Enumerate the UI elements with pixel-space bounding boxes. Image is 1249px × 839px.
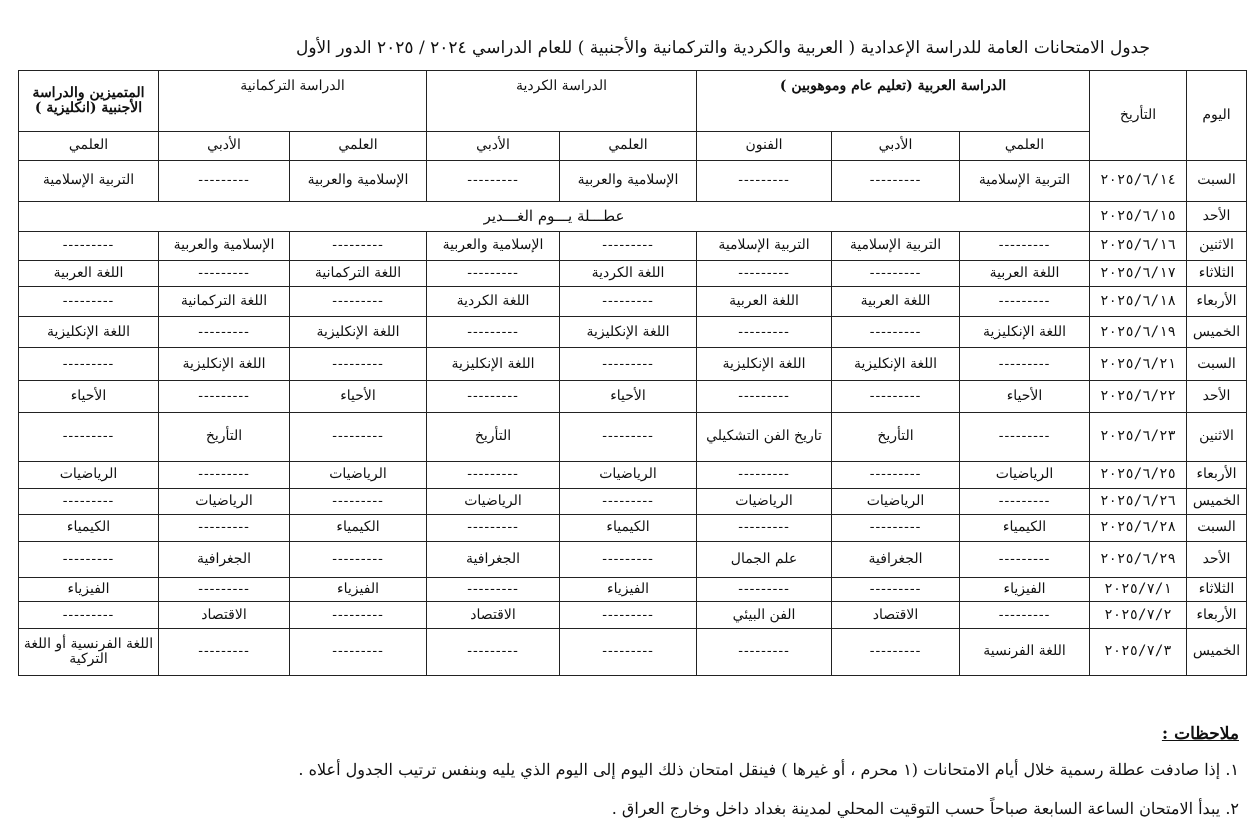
day-cell: الأربعاء (1187, 461, 1247, 489)
subject-cell: الفيزياء (560, 577, 697, 601)
header-branch: الأدبي (159, 132, 290, 161)
empty-cell: --------- (19, 602, 159, 629)
subject-cell: الاقتصاد (427, 602, 560, 629)
empty-cell: --------- (427, 381, 560, 413)
day-cell: الثلاثاء (1187, 577, 1247, 601)
subject-cell: اللغة التركمانية (159, 287, 290, 317)
subject-cell: الجغرافية (159, 542, 290, 578)
empty-cell: --------- (832, 514, 960, 542)
empty-cell: --------- (960, 348, 1090, 381)
header-branch: العلمي (960, 132, 1090, 161)
date-cell: ٢٠٢٥/٦/١٨ (1090, 287, 1187, 317)
empty-cell: --------- (290, 489, 427, 515)
subject-cell: اللغة الإنكليزية (290, 316, 427, 348)
header-branch: العلمي (19, 132, 159, 161)
subject-cell: الجغرافية (427, 542, 560, 578)
empty-cell: --------- (290, 542, 427, 578)
date-cell: ٢٠٢٥/٦/٢٢ (1090, 381, 1187, 413)
empty-cell: --------- (159, 577, 290, 601)
empty-cell: --------- (427, 577, 560, 601)
subject-cell: التربية الإسلامية (697, 232, 832, 261)
subject-cell: الرياضيات (697, 489, 832, 515)
subject-cell: اللغة الكردية (427, 287, 560, 317)
day-cell: السبت (1187, 348, 1247, 381)
table-row (19, 287, 1247, 317)
subject-cell: اللغة العربية (832, 287, 960, 317)
header-branch: العلمي (560, 132, 697, 161)
empty-cell: --------- (290, 232, 427, 261)
empty-cell: --------- (159, 628, 290, 675)
empty-cell: --------- (19, 489, 159, 515)
page-title: جدول الامتحانات العامة للدراسة الإعدادية ( العربية والكردية والتركمانية والأجنبية ) للعام الدراسي ٢٠٢٤ / ٢٠٢٥ الدور الأول (295, 38, 1150, 58)
header-foreign-study: المتميزين والدراسة الأجنبية (انكليزية ) (19, 71, 159, 132)
empty-cell: --------- (290, 412, 427, 461)
subject-cell: اللغة العربية (697, 287, 832, 317)
subject-cell: الكيمياء (960, 514, 1090, 542)
subject-cell: الكيمياء (560, 514, 697, 542)
subject-cell: الفيزياء (960, 577, 1090, 601)
date-cell: ٢٠٢٥/٧/٣ (1090, 628, 1187, 675)
empty-cell: --------- (290, 602, 427, 629)
subject-cell: اللغة الإنكليزية (427, 348, 560, 381)
empty-cell: --------- (19, 232, 159, 261)
subject-cell: الرياضيات (560, 461, 697, 489)
empty-cell: --------- (697, 381, 832, 413)
subject-cell: الكيمياء (19, 514, 159, 542)
subject-cell: الإسلامية والعربية (427, 232, 560, 261)
table-row (19, 232, 1247, 261)
empty-cell: --------- (697, 160, 832, 201)
subject-cell: الإسلامية والعربية (560, 160, 697, 201)
empty-cell: --------- (832, 461, 960, 489)
date-cell: ٢٠٢٥/٦/٢٦ (1090, 489, 1187, 515)
subject-cell: الاقتصاد (159, 602, 290, 629)
empty-cell: --------- (19, 412, 159, 461)
subject-cell: الفن البيئي (697, 602, 832, 629)
empty-cell: --------- (19, 348, 159, 381)
date-cell: ٢٠٢٥/٦/٢٩ (1090, 542, 1187, 578)
day-cell: الخميس (1187, 628, 1247, 675)
table-row (19, 348, 1247, 381)
empty-cell: --------- (560, 287, 697, 317)
day-cell: الأربعاء (1187, 287, 1247, 317)
subject-cell: اللغة الإنكليزية (560, 316, 697, 348)
subject-cell: الرياضيات (427, 489, 560, 515)
subject-cell: اللغة الكردية (560, 260, 697, 287)
subject-cell: الرياضيات (159, 489, 290, 515)
table-row (19, 160, 1247, 201)
empty-cell: --------- (560, 348, 697, 381)
header-branch: العلمي (290, 132, 427, 161)
empty-cell: --------- (697, 628, 832, 675)
date-cell: ٢٠٢٥/٦/١٦ (1090, 232, 1187, 261)
subject-cell: الإسلامية والعربية (159, 232, 290, 261)
date-cell: ٢٠٢٥/٧/٢ (1090, 602, 1187, 629)
subject-cell: الأحياء (19, 381, 159, 413)
empty-cell: --------- (290, 348, 427, 381)
subject-cell: التأريخ (832, 412, 960, 461)
empty-cell: --------- (159, 260, 290, 287)
table-row (19, 602, 1247, 629)
subject-cell: اللغة الإنكليزية (159, 348, 290, 381)
subject-cell: الإسلامية والعربية (290, 160, 427, 201)
table-row (19, 489, 1247, 515)
empty-cell: --------- (290, 287, 427, 317)
empty-cell: --------- (560, 542, 697, 578)
day-cell: السبت (1187, 514, 1247, 542)
note-item: ٢. يبدأ الامتحان الساعة السابعة صباحاً حسب التوقيت المحلي لمدينة بغداد داخل وخارج العراق . (611, 799, 1239, 818)
empty-cell: --------- (832, 316, 960, 348)
table-row (19, 514, 1247, 542)
empty-cell: --------- (697, 577, 832, 601)
day-cell: السبت (1187, 160, 1247, 201)
empty-cell: --------- (960, 412, 1090, 461)
subject-cell: التأريخ (427, 412, 560, 461)
subject-cell: الكيمياء (290, 514, 427, 542)
date-cell: ٢٠٢٥/٦/١٥ (1090, 201, 1187, 232)
empty-cell: --------- (832, 381, 960, 413)
date-cell: ٢٠٢٥/٦/١٩ (1090, 316, 1187, 348)
subject-cell: الجغرافية (832, 542, 960, 578)
empty-cell: --------- (832, 260, 960, 287)
empty-cell: --------- (560, 628, 697, 675)
day-cell: الاثنين (1187, 232, 1247, 261)
note-item: ١. إذا صادفت عطلة رسمية خلال أيام الامتحانات (١ محرم ، أو غيرها ) فينقل امتحان ذلك اليوم إلى اليوم الذي يليه وبنفس ترتيب الجدول أعلاه . (298, 760, 1239, 779)
empty-cell: --------- (159, 316, 290, 348)
subject-cell: الفيزياء (19, 577, 159, 601)
empty-cell: --------- (427, 461, 560, 489)
subject-cell: اللغة الفرنسية أو اللغة التركية (19, 628, 159, 675)
empty-cell: --------- (560, 602, 697, 629)
subject-cell: اللغة الإنكليزية (19, 316, 159, 348)
subject-cell: اللغة التركمانية (290, 260, 427, 287)
day-cell: الاثنين (1187, 412, 1247, 461)
date-cell: ٢٠٢٥/٦/٢٥ (1090, 461, 1187, 489)
empty-cell: --------- (960, 232, 1090, 261)
date-cell: ٢٠٢٥/٦/٢١ (1090, 348, 1187, 381)
subject-cell: التربية الإسلامية (960, 160, 1090, 201)
subject-cell: التأريخ (159, 412, 290, 461)
subject-cell: علم الجمال (697, 542, 832, 578)
table-row (19, 628, 1247, 675)
header-row-sections (19, 71, 1247, 132)
subject-cell: اللغة الإنكليزية (697, 348, 832, 381)
header-row-branches (19, 132, 1247, 161)
table-row (19, 412, 1247, 461)
notes-title: ملاحظات : (1161, 724, 1239, 744)
subject-cell: اللغة العربية (960, 260, 1090, 287)
table-row (19, 381, 1247, 413)
date-cell: ٢٠٢٥/٦/١٤ (1090, 160, 1187, 201)
day-cell: الأحد (1187, 381, 1247, 413)
subject-cell: الأحياء (960, 381, 1090, 413)
header-branch: الأدبي (832, 132, 960, 161)
empty-cell: --------- (159, 381, 290, 413)
empty-cell: --------- (427, 160, 560, 201)
subject-cell: التربية الإسلامية (832, 232, 960, 261)
day-cell: الثلاثاء (1187, 260, 1247, 287)
day-cell: الخميس (1187, 316, 1247, 348)
subject-cell: تاريخ الفن التشكيلي (697, 412, 832, 461)
subject-cell: الأحياء (560, 381, 697, 413)
day-cell: الأحد (1187, 542, 1247, 578)
table-row (19, 260, 1247, 287)
empty-cell: --------- (697, 461, 832, 489)
header-kurdish-study: الدراسة الكردية (427, 71, 697, 132)
empty-cell: --------- (427, 628, 560, 675)
day-cell: الخميس (1187, 489, 1247, 515)
subject-cell: اللغة الإنكليزية (960, 316, 1090, 348)
empty-cell: --------- (832, 628, 960, 675)
empty-cell: --------- (19, 542, 159, 578)
subject-cell: الأحياء (290, 381, 427, 413)
subject-cell: الرياضيات (19, 461, 159, 489)
holiday-row (19, 201, 1247, 232)
header-branch: الأدبي (427, 132, 560, 161)
subject-cell: التربية الإسلامية (19, 160, 159, 201)
empty-cell: --------- (832, 577, 960, 601)
day-cell: الأربعاء (1187, 602, 1247, 629)
header-arabic-study: الدراسة العربية (تعليم عام وموهوبين ) (697, 71, 1090, 132)
empty-cell: --------- (19, 287, 159, 317)
empty-cell: --------- (960, 489, 1090, 515)
subject-cell: اللغة العربية (19, 260, 159, 287)
table-row (19, 577, 1247, 601)
empty-cell: --------- (697, 260, 832, 287)
empty-cell: --------- (427, 260, 560, 287)
empty-cell: --------- (427, 316, 560, 348)
day-cell: الأحد (1187, 201, 1247, 232)
subject-cell: الرياضيات (960, 461, 1090, 489)
empty-cell: --------- (560, 232, 697, 261)
empty-cell: --------- (427, 514, 560, 542)
date-cell: ٢٠٢٥/٦/١٧ (1090, 260, 1187, 287)
empty-cell: --------- (960, 542, 1090, 578)
empty-cell: --------- (697, 514, 832, 542)
holiday-cell: عطـــلة يـــوم الغـــدير (19, 201, 1090, 232)
header-date: التأريخ (1090, 71, 1187, 161)
subject-cell: الرياضيات (290, 461, 427, 489)
empty-cell: --------- (159, 514, 290, 542)
subject-cell: الاقتصاد (832, 602, 960, 629)
subject-cell: اللغة الإنكليزية (832, 348, 960, 381)
empty-cell: --------- (290, 628, 427, 675)
empty-cell: --------- (159, 160, 290, 201)
empty-cell: --------- (159, 461, 290, 489)
empty-cell: --------- (560, 489, 697, 515)
subject-cell: اللغة الفرنسية (960, 628, 1090, 675)
date-cell: ٢٠٢٥/٦/٢٨ (1090, 514, 1187, 542)
subject-cell: الرياضيات (832, 489, 960, 515)
exam-schedule-table (18, 70, 1247, 676)
date-cell: ٢٠٢٥/٧/١ (1090, 577, 1187, 601)
empty-cell: --------- (960, 287, 1090, 317)
empty-cell: --------- (960, 602, 1090, 629)
table-row (19, 542, 1247, 578)
header-turkmen-study: الدراسة التركمانية (159, 71, 427, 132)
subject-cell: الفيزياء (290, 577, 427, 601)
date-cell: ٢٠٢٥/٦/٢٣ (1090, 412, 1187, 461)
header-day: اليوم (1187, 71, 1247, 161)
empty-cell: --------- (560, 412, 697, 461)
header-branch: الفنون (697, 132, 832, 161)
table-row (19, 316, 1247, 348)
table-row (19, 461, 1247, 489)
empty-cell: --------- (832, 160, 960, 201)
empty-cell: --------- (697, 316, 832, 348)
